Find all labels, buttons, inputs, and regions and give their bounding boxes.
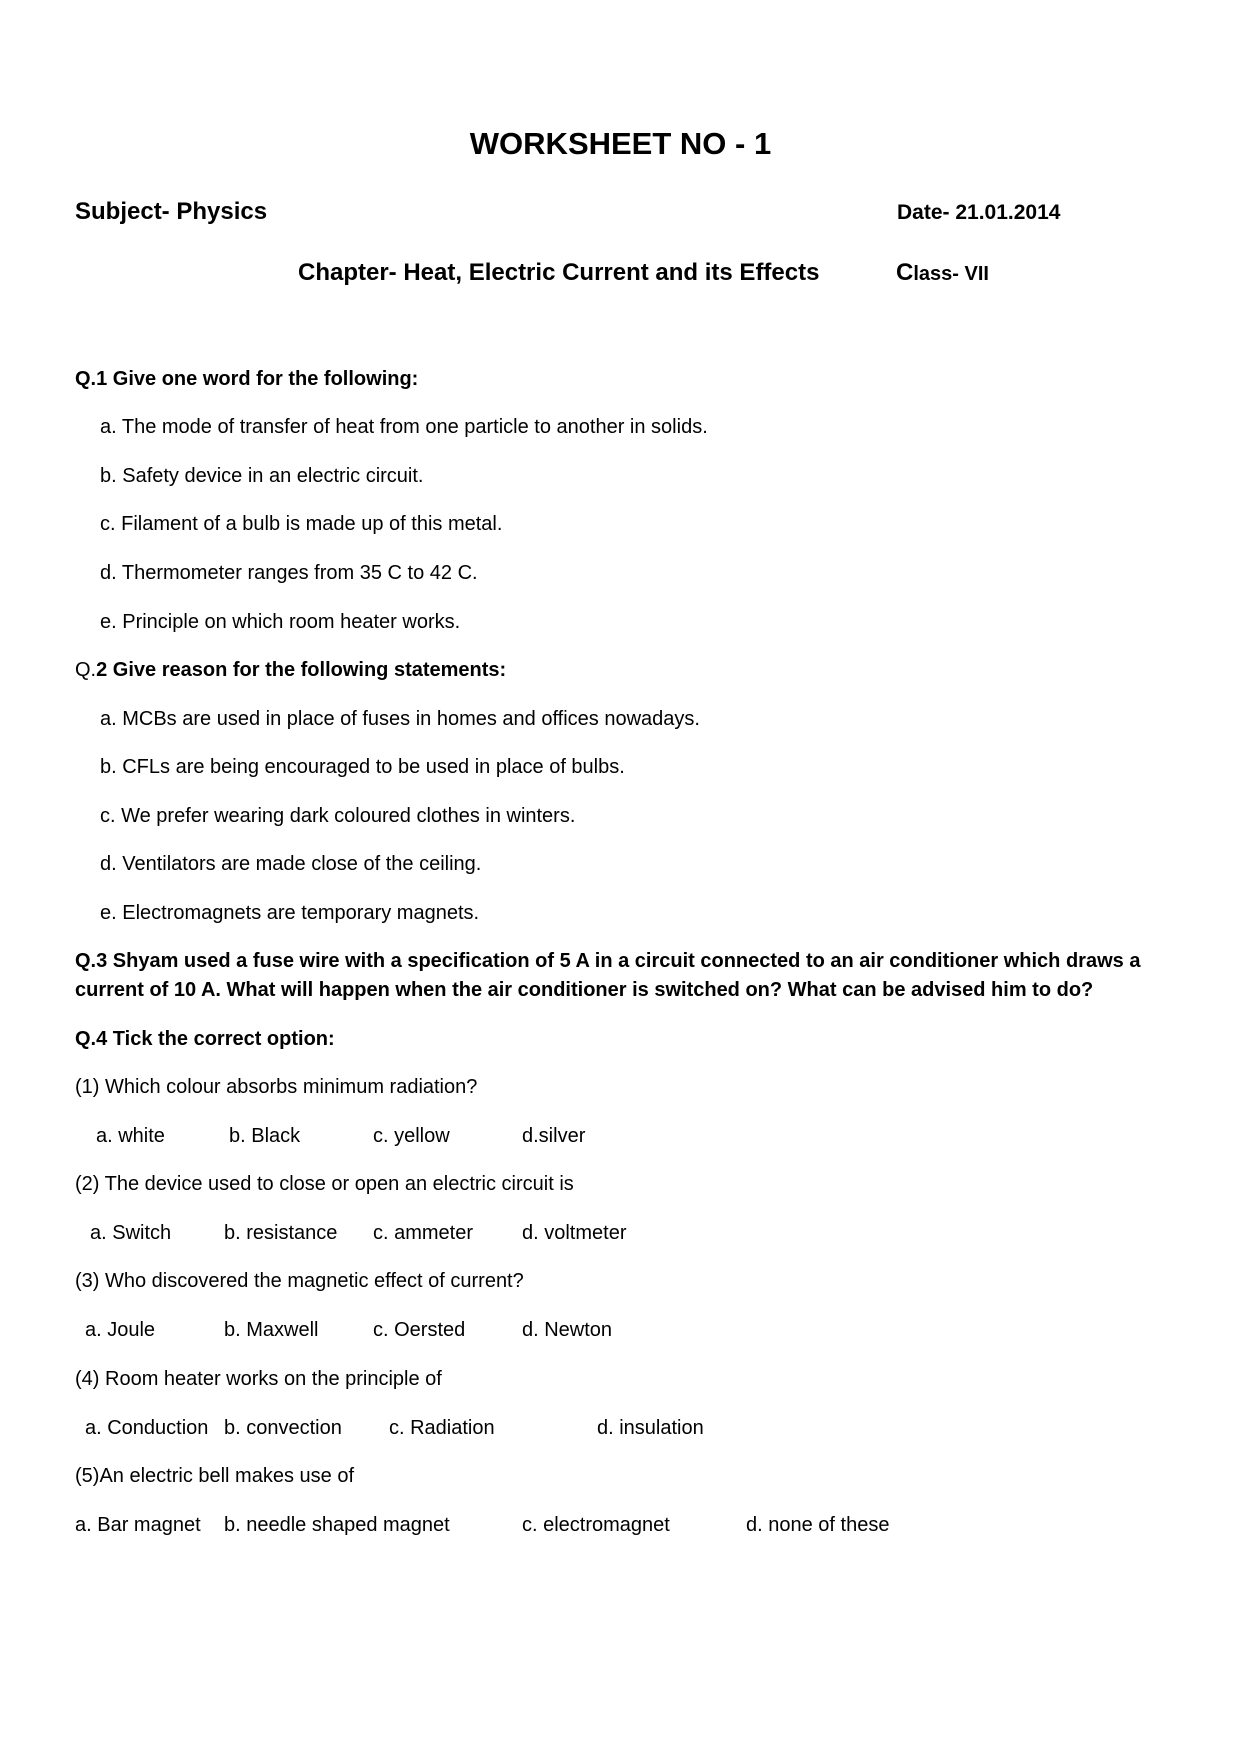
q3-line-1: Q.3 Shyam used a fuse wire with a specification of 5 A in a circuit connected to an air conditioner which draws a [75, 950, 1141, 972]
mcq-3-option-d: d. Newton [522, 1319, 613, 1341]
mcq-5-option-d: d. none of these [746, 1514, 890, 1536]
mcq-4-option-d: d. insulation [597, 1417, 704, 1439]
mcq-5-option-c: c. electromagnet [522, 1514, 670, 1536]
mcq-2-option-b: b. resistance [224, 1222, 338, 1244]
mcq-4-option-a: a. Conduction [85, 1417, 209, 1439]
q1-heading: Q.1 Give one word for the following: [75, 368, 419, 390]
q2-item-d: d. Ventilators are made close of the ceiling. [100, 853, 482, 875]
mcq-3-option-a: a. Joule [85, 1319, 156, 1341]
mcq-5-option-a: a. Bar magnet [75, 1514, 201, 1536]
mcq-3-option-b: b. Maxwell [224, 1319, 319, 1341]
class-rest: lass- VII [913, 263, 989, 285]
mcq-2-option-d: d. voltmeter [522, 1222, 627, 1244]
mcq-1-question: (1) Which colour absorbs minimum radiation? [75, 1076, 478, 1098]
mcq-3-option-c: c. Oersted [373, 1319, 466, 1341]
class-label [896, 259, 989, 287]
mcq-1-option-d: d.silver [522, 1125, 586, 1147]
q2-heading-text: 2 Give reason for the following statements: [96, 659, 507, 681]
mcq-4-question: (4) Room heater works on the principle of [75, 1368, 442, 1390]
q3-line-2: current of 10 A. What will happen when the air conditioner is switched on? What can be advised him to do? [75, 979, 1094, 1001]
q2-item-e: e. Electromagnets are temporary magnets. [100, 902, 480, 924]
q4-heading: Q.4 Tick the correct option: [75, 1028, 335, 1050]
chapter-label: Chapter- Heat, Electric Current and its Effects [298, 259, 820, 286]
date-label: Date- 21.01.2014 [897, 201, 1061, 224]
q1-item-d: d. Thermometer ranges from 35 C to 42 C. [100, 562, 478, 584]
subject-label: Subject- Physics [75, 198, 268, 225]
mcq-1-option-c: c. yellow [373, 1125, 450, 1147]
q2-item-b: b. CFLs are being encouraged to be used in place of bulbs. [100, 756, 625, 778]
mcq-4-option-c: c. Radiation [389, 1417, 495, 1439]
q2-item-a: a. MCBs are used in place of fuses in homes and offices nowadays. [100, 708, 700, 730]
mcq-2-option-c: c. ammeter [373, 1222, 474, 1244]
worksheet-title: WORKSHEET NO - 1 [469, 126, 772, 161]
q1-item-b: b. Safety device in an electric circuit. [100, 465, 424, 487]
mcq-4-option-b: b. convection [224, 1417, 342, 1439]
mcq-5-option-b: b. needle shaped magnet [224, 1514, 450, 1536]
q2-item-c: c. We prefer wearing dark coloured clothes in winters. [100, 805, 576, 827]
mcq-2-question: (2) The device used to close or open an electric circuit is [75, 1173, 574, 1195]
q1-item-c: c. Filament of a bulb is made up of this metal. [100, 513, 503, 535]
q2-heading-prefix: Q. [75, 659, 97, 681]
mcq-5-question: (5)An electric bell makes use of [75, 1465, 355, 1487]
q1-item-e: e. Principle on which room heater works. [100, 611, 461, 633]
q1-item-a: a. The mode of transfer of heat from one particle to another in solids. [100, 416, 708, 438]
mcq-3-question: (3) Who discovered the magnetic effect of current? [75, 1270, 524, 1292]
mcq-1-option-b: b. Black [229, 1125, 301, 1147]
mcq-2-option-a: a. Switch [90, 1222, 172, 1244]
class-initial: C [896, 259, 914, 286]
mcq-1-option-a: a. white [96, 1125, 165, 1147]
q2-heading [75, 659, 506, 682]
